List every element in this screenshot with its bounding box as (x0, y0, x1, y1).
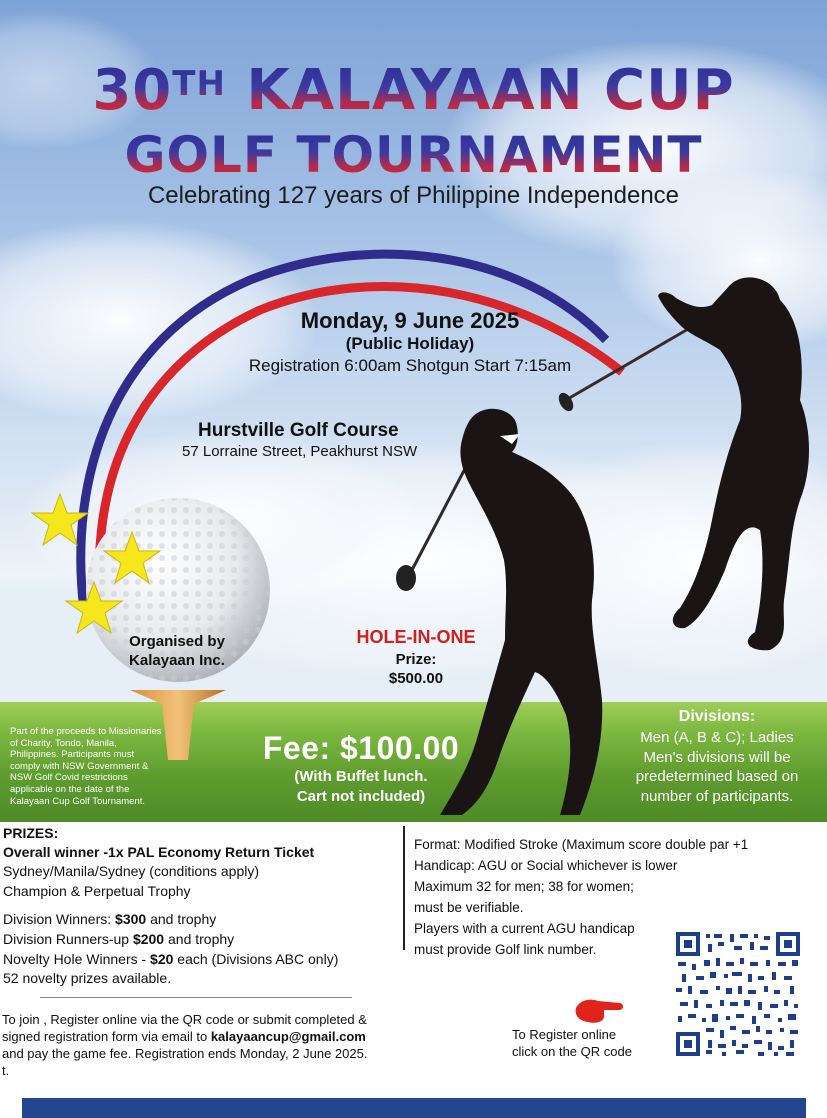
public-holiday-note: (Public Holiday) (345, 334, 475, 353)
prizes-heading: PRIZES: (3, 825, 59, 841)
venue-address: 57 Lorraine Street, Peakhurst NSW (182, 443, 418, 460)
join-line-2: signed registration form via email to kalayaancup@gmail.com (2, 1029, 366, 1044)
title-line-2: GOLF TOURNAMENT (0, 126, 827, 184)
join-line-3: and pay the game fee. Registration ends Monday, 2 June 2025. (2, 1046, 368, 1061)
proceeds-line: Philippines. Participants must (10, 749, 135, 761)
organiser (112, 632, 242, 670)
novelty-prize-count: 52 novelty prizes available. (3, 970, 172, 986)
fee-note-line: (With Buffet lunch. (294, 768, 428, 785)
fee-note (236, 767, 486, 807)
proceeds-line: comply with NSW Government & (10, 760, 149, 772)
divisions-text (612, 728, 822, 806)
join-line-4: t. (2, 1063, 10, 1078)
organiser-line-2: Kalayaan Inc. (129, 652, 225, 669)
prize-amount: $500.00 (388, 670, 444, 687)
fee-note-line: Cart not included) (296, 788, 426, 805)
proceeds-line: Part of the proceeds to Missionaries (10, 726, 162, 737)
divider (403, 826, 405, 950)
overall-winner-prize: Overall winner -1x PAL Economy Return Ticket (3, 844, 315, 860)
registration-qr-code[interactable] (674, 930, 802, 1058)
register-online-line-2: click on the QR code (512, 1044, 632, 1059)
format-line: Players with a current AGU handicap (414, 921, 635, 936)
join-line-1: To join , Register online via the QR code or submit completed & (2, 1012, 367, 1027)
email-link[interactable]: kalayaancup@gmail.com (210, 1029, 366, 1044)
divisions-line: Men (A, B & C); Ladies (640, 729, 794, 746)
venue-name: Hurstville Golf Course (198, 420, 399, 441)
format-line: Handicap: AGU or Social whichever is lower (414, 858, 678, 873)
proceeds-line: applicable on the date of the (10, 783, 130, 795)
proceeds-line: of Charity, Tondo, Manila, (10, 737, 117, 749)
divisions-line: Men's divisions will be (643, 748, 791, 766)
overall-winner-detail: Sydney/Manila/Sydney (conditions apply) (3, 863, 260, 879)
hole-in-one-title: HOLE-IN-ONE (356, 627, 476, 647)
event-date: Monday, 9 June 2025 (300, 308, 520, 333)
fee-amount: Fee: $100.00 (262, 730, 460, 766)
organiser-line-1: Organised by (129, 633, 225, 650)
subtitle: Celebrating 127 years of Philippine Independence (147, 182, 680, 209)
pointing-hand-icon (574, 996, 624, 1026)
register-online-line-1: To Register online (512, 1027, 617, 1042)
footer-bar (22, 1098, 806, 1118)
divider (40, 997, 352, 998)
novelty-hole-winners: Novelty Hole Winners - $20 each (Divisions ABC only) (3, 951, 339, 967)
proceeds-note (10, 726, 188, 807)
format-line: must provide Golf link number. (414, 942, 597, 957)
registration-time: Registration 6:00am Shotgun Start 7:15am (248, 356, 572, 375)
title-line-1: 30TH KALAYAAN CUP (0, 58, 827, 123)
overall-winner-trophy: Champion & Perpetual Trophy (3, 883, 191, 899)
hole-in-one-prize (336, 650, 496, 688)
prize-label: Prize: (395, 651, 437, 668)
format-line: must be verifiable. (414, 900, 524, 915)
format-line: Format: Modified Stroke (Maximum score double par +1 (414, 837, 749, 852)
divisions-line: predetermined based on (635, 768, 799, 785)
divisions-line: number of participants. (640, 787, 794, 805)
division-runners-up: Division Runners-up $200 and trophy (3, 931, 235, 947)
proceeds-line: NSW Golf Covid restrictions (10, 772, 128, 784)
proceeds-line: Kalayaan Cup Golf Tournament. (10, 795, 146, 807)
format-line: Maximum 32 for men; 38 for women; (414, 879, 634, 894)
divisions-title: Divisions: (678, 708, 756, 725)
division-winners: Division Winners: $300 and trophy (3, 911, 217, 927)
